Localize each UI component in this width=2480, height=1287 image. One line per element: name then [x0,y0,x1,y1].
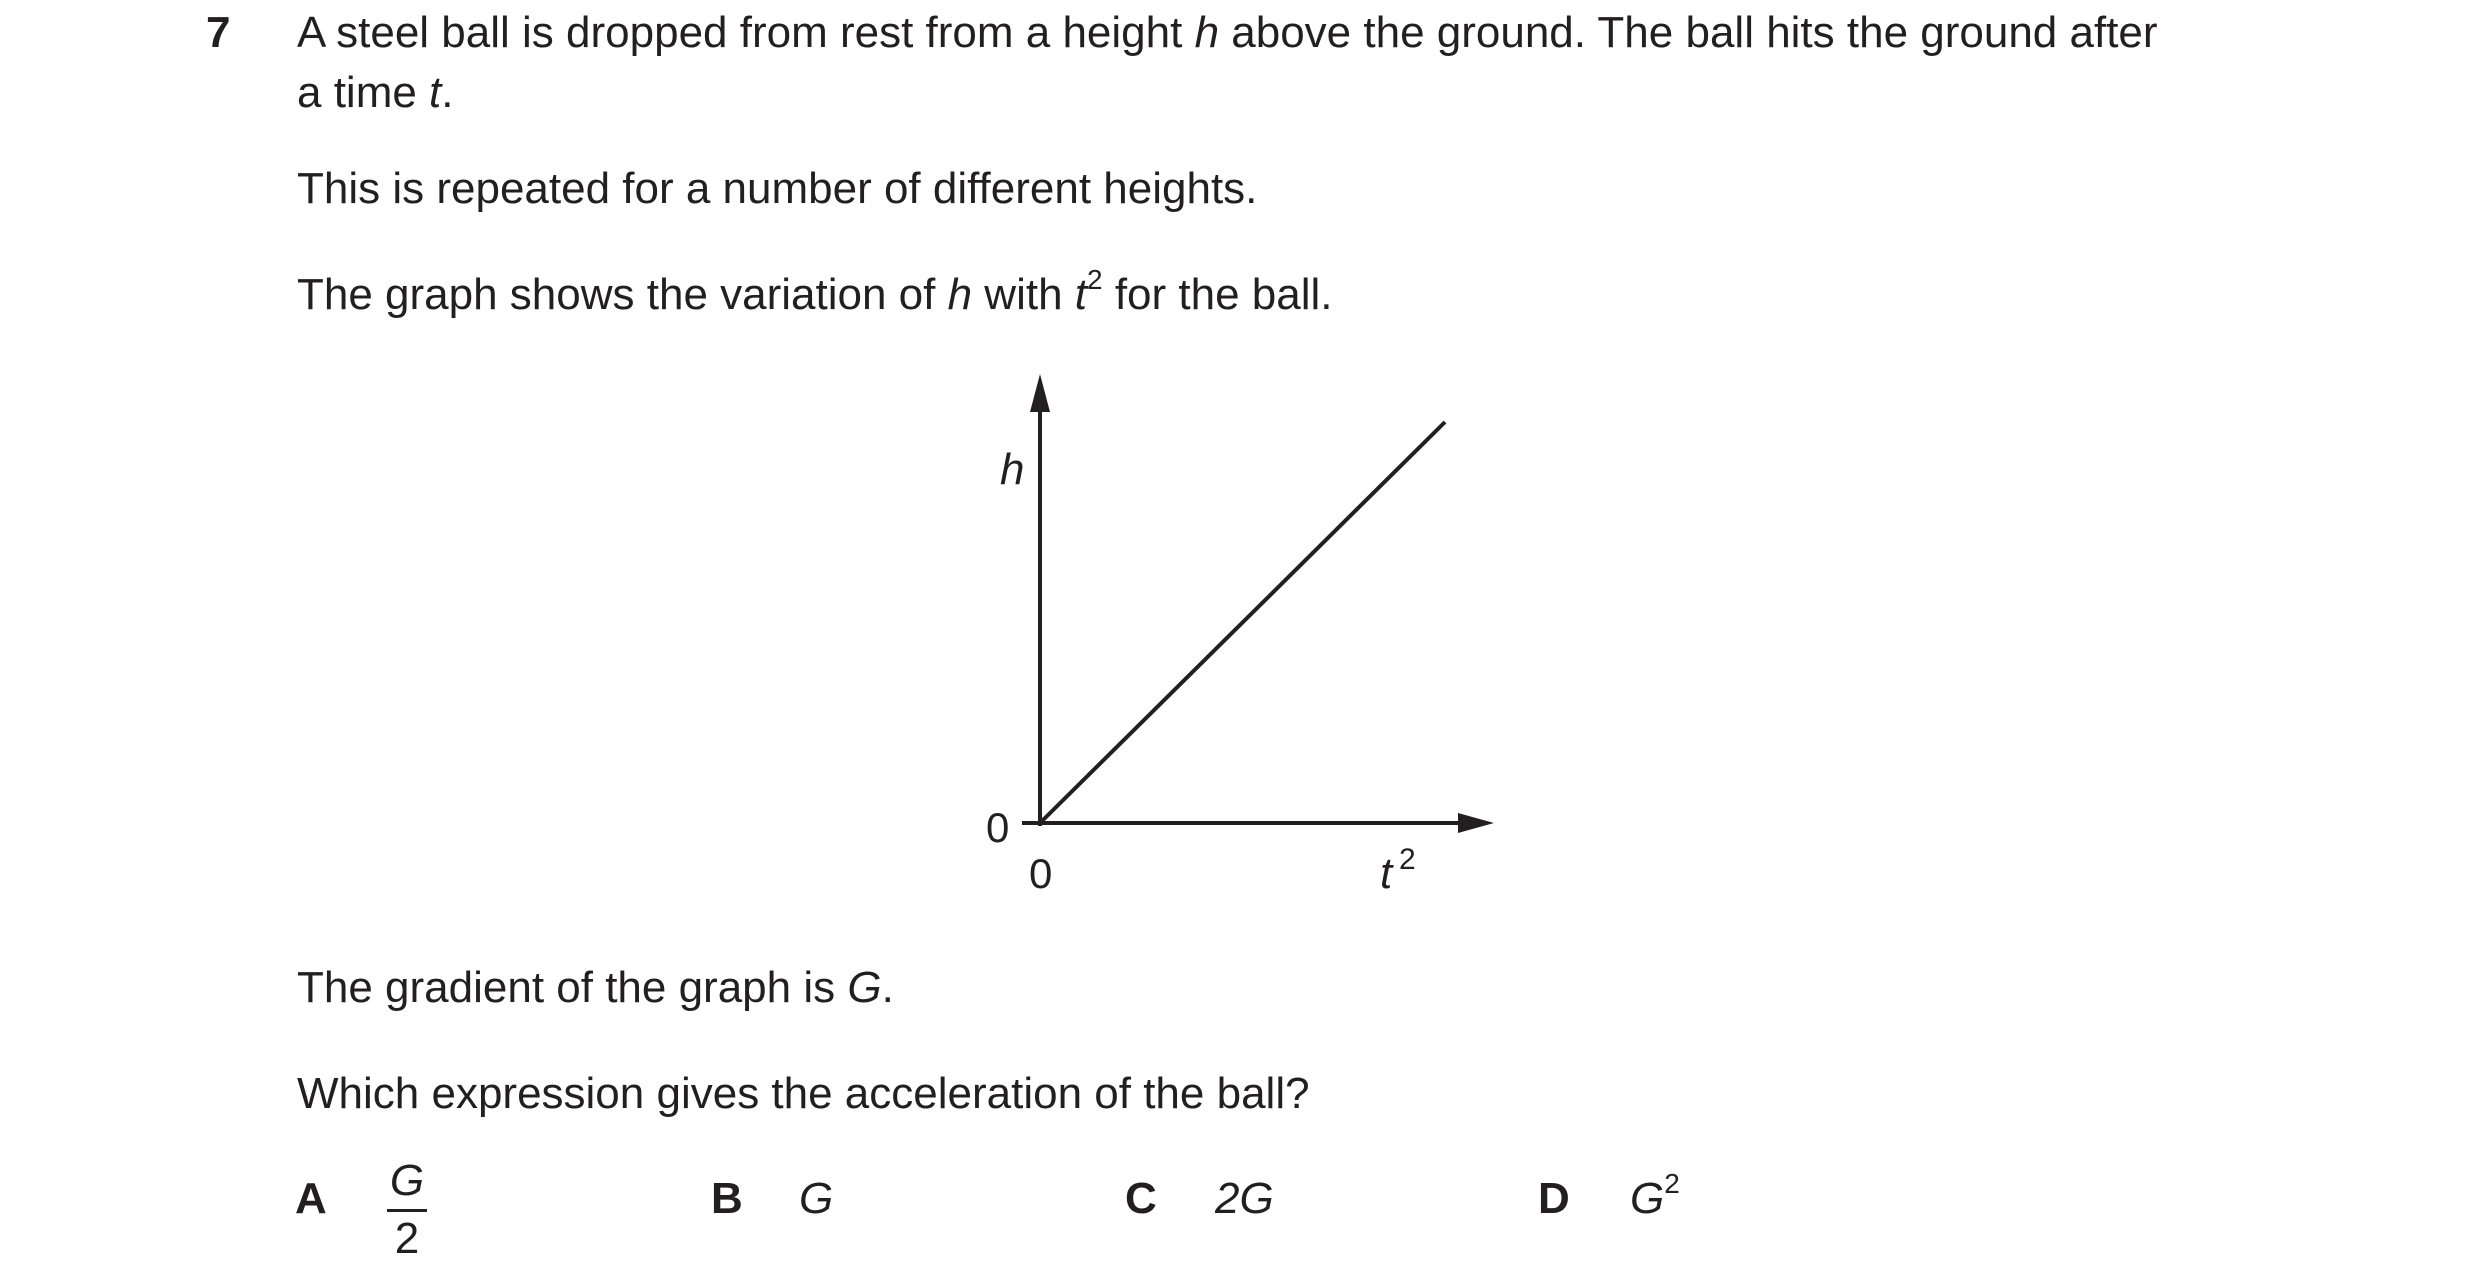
stem-text-4: . [441,68,454,117]
option-d-letter: D [1538,1174,1570,1223]
option-d[interactable] [1538,1163,1718,1263]
option-a-numerator: G [389,1156,425,1205]
question-number: 7 [206,8,231,57]
graph-intro-text-2: with [972,270,1075,319]
question-prompt: Which expression gives the acceleration of the ball? [297,1069,1310,1118]
x-origin-label: 0 [1029,850,1053,897]
stem-var-t: t [429,68,442,117]
graph-intro-text-3: for the ball. [1102,270,1333,319]
gradient-statement [297,958,894,1018]
option-a-denominator: 2 [394,1214,420,1263]
graph-intro-sup: 2 [1087,264,1103,295]
option-c-expression: 2G [1215,1174,1274,1223]
y-axis-label: h [1000,445,1025,494]
stem-text-1: A steel ball is dropped from rest from a height [297,8,1195,57]
option-d-base: G [1630,1174,1665,1223]
graph-intro-text-1: The graph shows the variation of [297,270,948,319]
stem-var-h: h [1194,8,1220,57]
gradient-var-g: G [847,963,882,1012]
option-b-expression: G [799,1174,834,1223]
option-c-letter: C [1125,1174,1157,1223]
x-axis [1022,813,1494,833]
repeat-text: This is repeated for a number of different heights. [297,164,1258,213]
option-c[interactable] [1125,1163,1305,1263]
option-b-letter: B [711,1174,743,1223]
gradient-text-2: . [881,963,894,1012]
option-a[interactable] [295,1156,455,1263]
question-stem [297,3,2158,123]
x-axis-label: t [1380,849,1393,898]
option-d-expression [1630,1168,1680,1224]
option-b[interactable] [711,1163,871,1263]
series-line [1040,422,1445,823]
stem-text-2: above the ground. The ball hits the ground after [1219,8,2158,57]
y-axis-arrowhead [1030,374,1050,412]
option-a-fraction [387,1156,427,1263]
graph-intro [297,265,1333,330]
option-a-letter: A [295,1174,327,1223]
fraction-bar [387,1209,427,1212]
option-d-sup: 2 [1664,1168,1680,1199]
stem-text-3: a time [297,68,430,117]
x-axis-arrowhead [1458,813,1494,833]
graph-intro-var-h: h [947,270,973,319]
y-origin-label: 0 [986,804,1010,851]
gradient-text-1: The gradient of the graph is [297,963,848,1012]
graph-intro-var-t: t [1074,270,1088,319]
x-axis-label-sup: 2 [1399,843,1416,876]
y-axis [1030,374,1050,826]
